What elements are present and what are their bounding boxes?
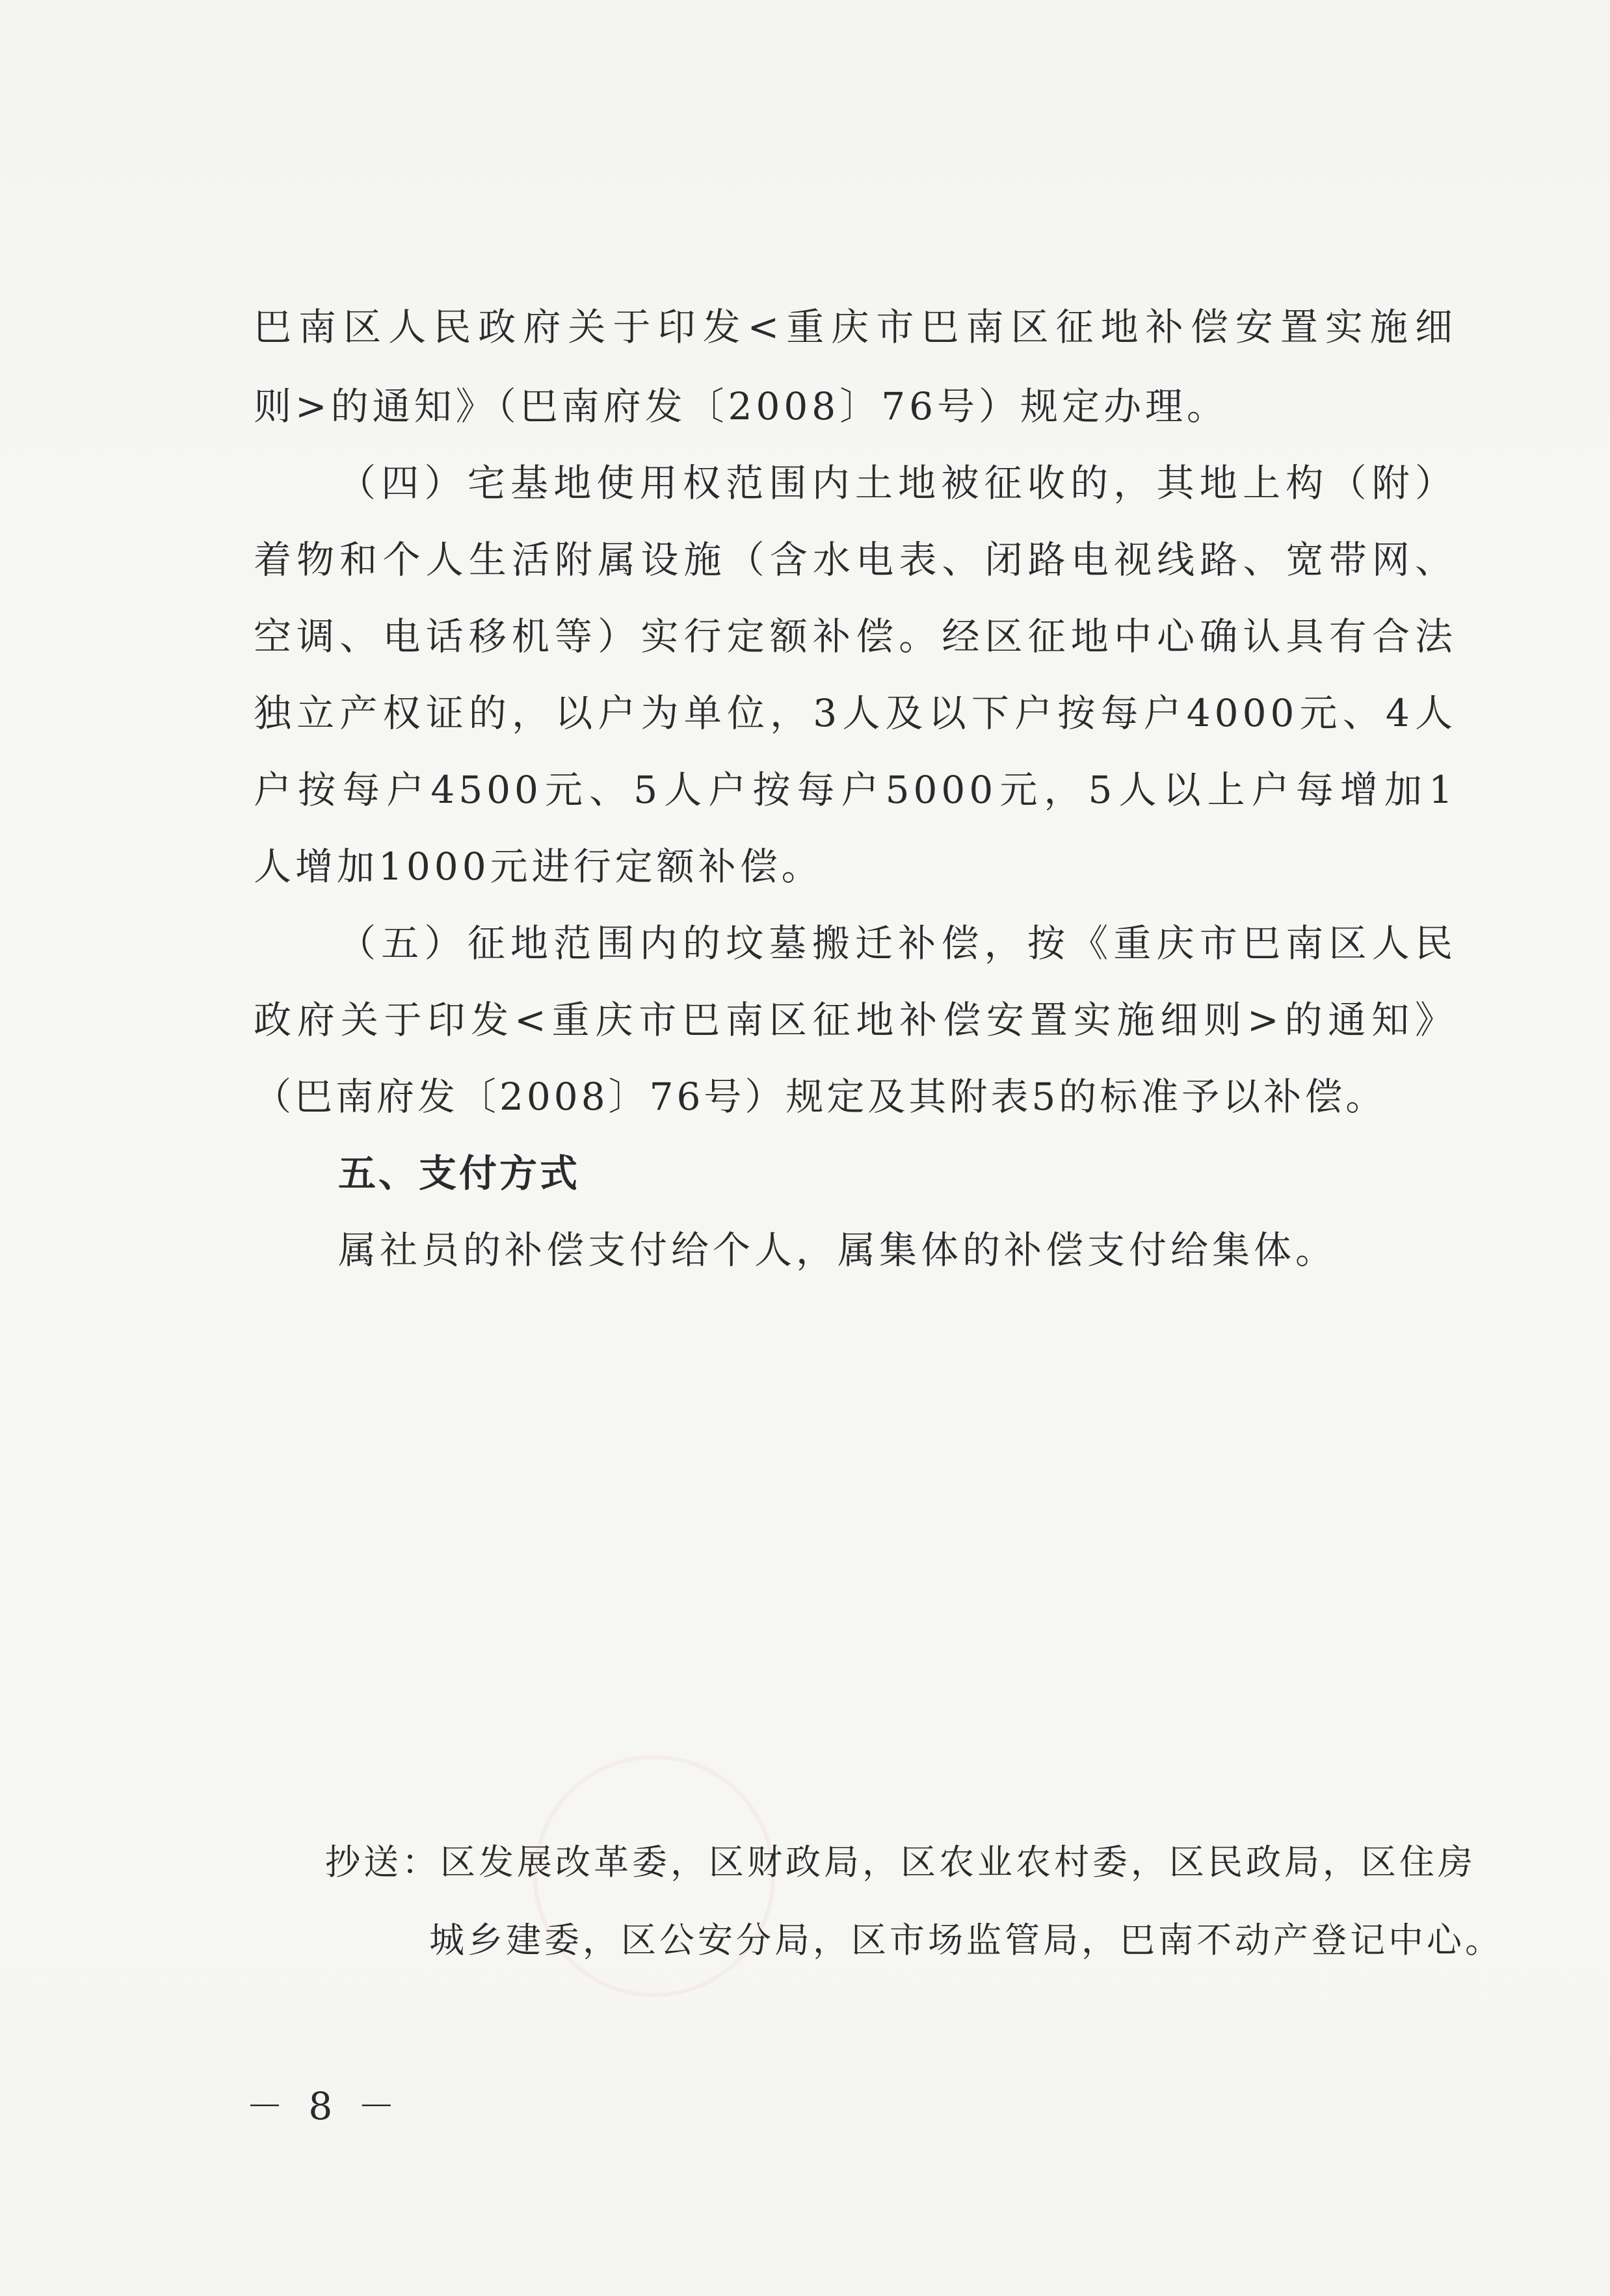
body-line-5: 空调、电话移机等）实行定额补偿。经区征地中心确认具有合法 bbox=[254, 614, 1457, 659]
body-line-10: 政府关于印发<重庆市巴南区征地补偿安置实施细则>的通知》 bbox=[254, 998, 1457, 1042]
body-line-2: 则>的通知》（巴南府发〔2008〕76号）规定办理。 bbox=[254, 384, 1229, 428]
body-line-4: 着物和个人生活附属设施（含水电表、闭路电视线路、宽带网、 bbox=[254, 538, 1457, 582]
body-line-7: 户按每户4500元、5人户按每户5000元，5人以上户每增加1 bbox=[254, 768, 1457, 812]
page-number: － 8 － bbox=[246, 2084, 402, 2128]
cc-line-2: 城乡建委，区公安分局，区市场监管局，巴南不动产登记中心。 bbox=[429, 1920, 1503, 1961]
body-line-11: （巴南府发〔2008〕76号）规定及其附表5的标准予以补偿。 bbox=[254, 1075, 1387, 1119]
body-line-1: 巴南区人民政府关于印发<重庆市巴南区征地补偿安置实施细 bbox=[254, 305, 1457, 349]
body-line-6: 独立产权证的，以户为单位，3人及以下户按每户4000元、4人 bbox=[254, 691, 1457, 735]
section-text: 属社员的补偿支付给个人，属集体的补偿支付给集体。 bbox=[338, 1228, 1338, 1272]
section-heading: 五、支付方式 bbox=[338, 1151, 581, 1195]
body-line-8: 人增加1000元进行定额补偿。 bbox=[254, 844, 823, 889]
cc-line-1: 抄送：区发展改革委，区财政局，区农业农村委，区民政局，区住房 bbox=[325, 1842, 1476, 1883]
body-line-9: （五）征地范围内的坟墓搬迁补偿，按《重庆市巴南区人民 bbox=[338, 921, 1457, 965]
body-line-3: （四）宅基地使用权范围内土地被征收的，其地上构（附） bbox=[338, 461, 1457, 505]
